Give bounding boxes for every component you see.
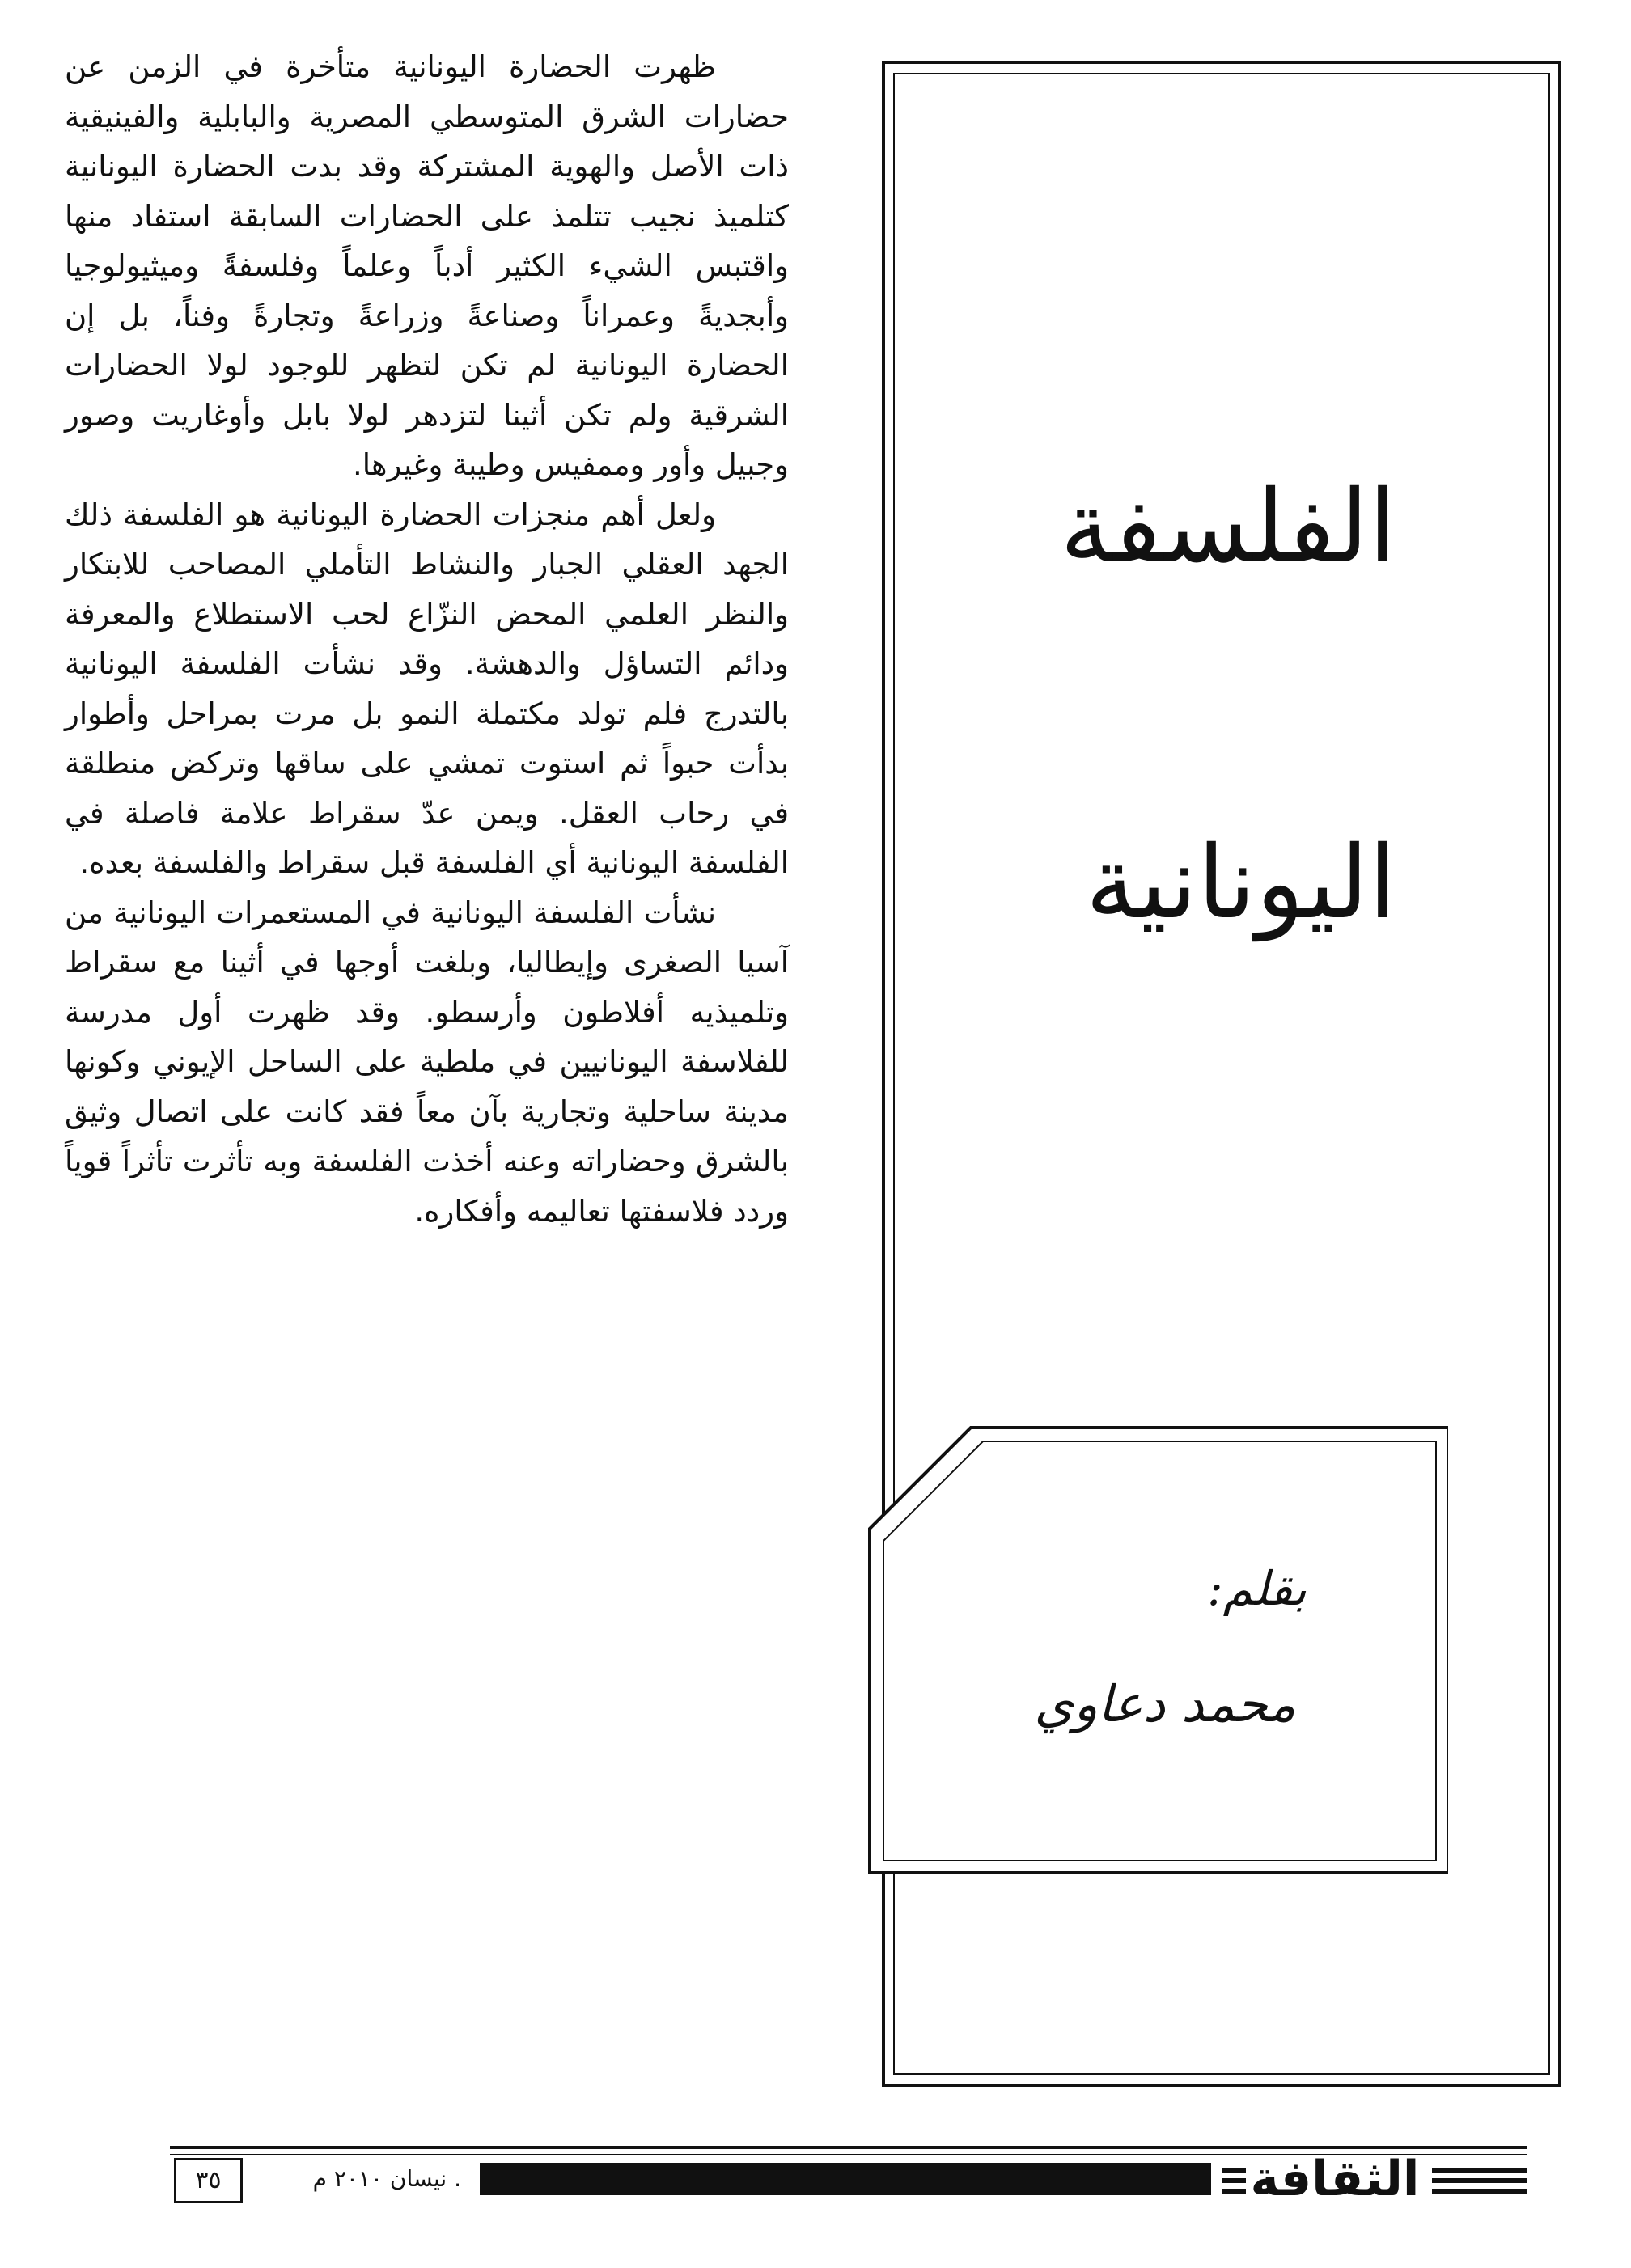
article-title-line-2: اليونانية (1085, 825, 1396, 941)
footer-black-bar (480, 2163, 1211, 2195)
body-paragraph-2: ولعل أهم منجزات الحضارة اليونانية هو الفلسفة ذلك الجهد العقلي الجبار والنشاط التأملي المصاحب للابتكار والنظر العلمي المحض النزّاع لحب الاستطلاع والمعرفة ودائم التساؤل والدهشة. وقد نشأت الفلسفة اليونانية بالتدرج فلم تولد مكتملة النمو بل مرت بمراحل وأطوار بدأت حبواً ثم استوت تمشي على ساقها وتركض منطلقة في رحاب العقل. ويمن عدّ سقراط علامة فاصلة في الفلسفة اليونانية أي الفلسفة قبل سقراط والفلسفة بعده. (65, 497, 789, 880)
author-name: محمد دعاوي (1034, 1674, 1296, 1733)
body-paragraph-3: نشأت الفلسفة اليونانية في المستعمرات اليونانية من آسيا الصغرى وإيطاليا، وبلغت أوجها في أثينا مع سقراط وتلميذيه أفلاطون وأرسطو. وقد ظهرت أول مدرسة للفلاسفة اليونانيين في ملطية على الساحل الإيوني وكونها مدينة ساحلية وتجارية بآن معاً فقد كانت على اتصال وثيق بالشرق وحضاراته وعنه أخذت الفلسفة وبه تأثرت تأثراً قوياً وردد فلاسفتها تعاليمه وأفكاره. (65, 895, 789, 1229)
masthead-stripes-icon (1432, 2164, 1527, 2197)
page-number: ٣٥ (174, 2158, 243, 2203)
body-paragraph-1: ظهرت الحضارة اليونانية متأخرة في الزمن عن حضارات الشرق المتوسطي المصرية والبابلية والفينيقية ذات الأصل والهوية المشتركة وقد بدت الحضارة اليونانية كتلميذ نجيب تتلمذ على الحضارات السابقة استفاد منها واقتبس الشيء الكثير أدباً وعلماً وفلسفةً وميثيولوجيا وأبجديةً وعمراناً وصناعةً وزراعةً وتجارةً وفناً، بل إن الحضارة اليونانية لم تكن لتظهر للوجود لولا الحضارات الشرقية ولم تكن أثينا لتزدهر لولا بابل وأوغاريت وصور وجبيل وأور وممفيس وطيبة وغيرها. (65, 49, 789, 482)
author-frame (866, 1424, 1448, 1877)
article-body (65, 42, 789, 1236)
footer-rule (170, 2146, 1527, 2149)
article-title-line-1: الفلسفة (1060, 469, 1396, 586)
byline-label: بقلم: (1207, 1561, 1307, 1616)
magazine-masthead-logo: الثقافة (1250, 2151, 1420, 2207)
issue-date: . نيسان ٢٠١٠ م (312, 2165, 461, 2192)
